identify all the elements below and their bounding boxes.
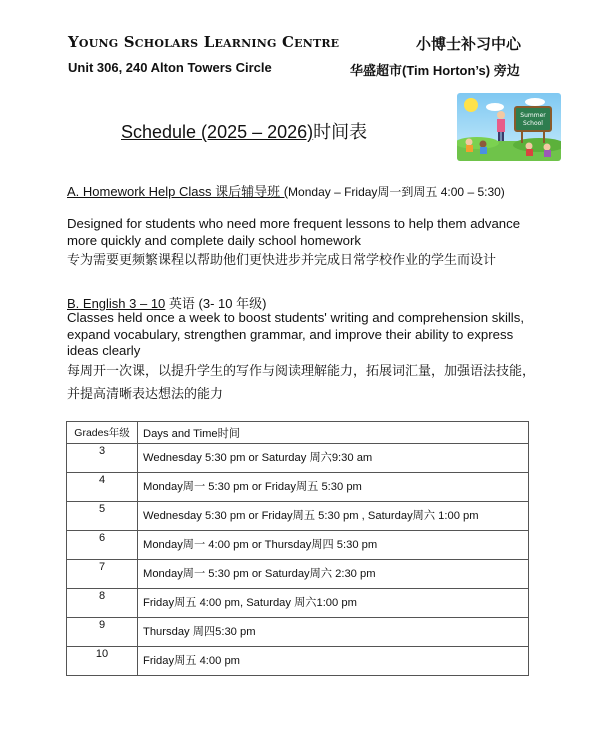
sign-text-summer: Summer [520, 112, 546, 119]
school-name-cn: 小博士补习中心 [416, 36, 522, 53]
grade-cell: 8 [67, 589, 138, 618]
table-header-row [67, 422, 529, 444]
time-cell: Friday周五 4:00 pm, Saturday 周六1:00 pm [138, 589, 529, 618]
grade-cell: 6 [67, 531, 138, 560]
schedule-table [66, 421, 529, 676]
schedule-title [121, 118, 367, 144]
sun-icon [464, 98, 478, 112]
table-row [67, 531, 529, 560]
table-row [67, 647, 529, 676]
school-name-en: Young Scholars Learning Centre [68, 33, 340, 51]
address: Unit 306, 240 Alton Towers Circle [68, 60, 272, 75]
table-row [67, 473, 529, 502]
time-cell: Monday周一 5:30 pm or Saturday周六 2:30 pm [138, 560, 529, 589]
time-cell: Friday周五 4:00 pm [138, 647, 529, 676]
section-b-description-en: Classes held once a week to boost students' writing and comprehension skills, expand vocabulary, strengthen grammar, and improve their ability to express ideas clearly [67, 310, 524, 358]
grade-cell: 9 [67, 618, 138, 647]
section-b-title: B. English 3 – 10 [67, 296, 166, 311]
sign-text-school: School [523, 120, 543, 127]
summer-school-illustration [457, 93, 561, 161]
grade-cell: 10 [67, 647, 138, 676]
time-cell: Monday周一 4:00 pm or Thursday周四 5:30 pm [138, 531, 529, 560]
table-row [67, 618, 529, 647]
section-a-description-en: Designed for students who need more frequent lessons to help them advance more quickly and complete daily school homework [67, 216, 521, 248]
time-column-header: Days and Time时间 [138, 422, 529, 444]
schedule-title-en: Schedule (2025 – 2026) [121, 122, 314, 142]
section-a-days: Monday – Friday周一到周五 4:00 – 5:30) [288, 185, 505, 199]
time-cell: Wednesday 5:30 pm or Saturday 周六9:30 am [138, 444, 529, 473]
section-a-description-cn: 专为需要更频繁课程以帮助他们更快进步并完成日常学校作业的学生而设计 [67, 252, 497, 267]
grade-column-header: Grades年级 [67, 422, 138, 444]
time-cell: Monday周一 5:30 pm or Friday周五 5:30 pm [138, 473, 529, 502]
section-b-description-cn: 每周开一次课，以提升学生的写作与阅读理解能力，拓展词汇量，加强语法技能，并提高清晰表达想法的能力 [67, 363, 536, 401]
time-cell: Wednesday 5:30 pm or Friday周五 5:30 pm , Saturday周六 1:00 pm [138, 502, 529, 531]
grade-cell: 4 [67, 473, 138, 502]
table-row [67, 444, 529, 473]
grade-cell: 3 [67, 444, 138, 473]
grade-cell: 7 [67, 560, 138, 589]
section-a-heading [67, 181, 505, 200]
section-a-title: A. Homework Help Class 课后辅导班 ( [67, 184, 289, 199]
grade-cell: 5 [67, 502, 138, 531]
table-row [67, 502, 529, 531]
schedule-title-cn: 时间表 [313, 122, 368, 142]
table-row [67, 589, 529, 618]
time-cell: Thursday 周四5:30 pm [138, 618, 529, 647]
section-b-grades: 英语 (3- 10 年级) [165, 296, 267, 311]
table-row [67, 560, 529, 589]
location-note: 华盛超市(Tim Horton’s) 旁边 [350, 63, 520, 78]
